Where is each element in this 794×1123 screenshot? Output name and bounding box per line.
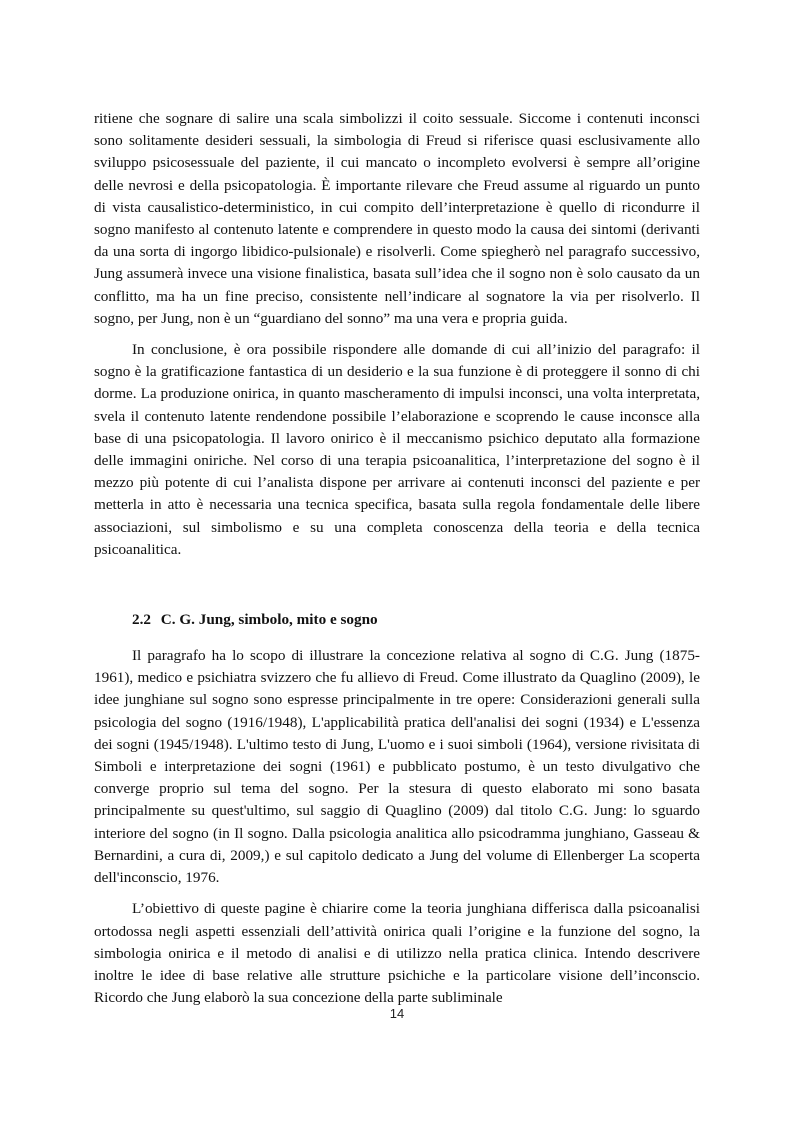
paragraph-freud-symbolism: ritiene che sognare di salire una scala simbolizzi il coito sessuale. Siccome i contenuti inconsci sono solitamente desideri sessuali, la simbologia di Freud si riferisce quasi esclusivamente allo sviluppo psicosessuale del paziente, il cui mancato o incompleto evolversi è sempre all’origine delle nevrosi e della psicopatologia. È importante rilevare che Freud assume al riguardo un punto di vista causalistico-deterministico, in cui compito dell’interpretazione è quello di ricondurre il sogno manifesto al contenuto latente e comprendere in questo modo la causa dei sintomi (derivanti da una sorta di ingorgo libidico-pulsionale) e risolverli. Come spiegherò nel paragrafo successivo, Jung assumerà invece una visione finalistica, basata sull’idea che il sogno non è solo causato da un conflitto, ma ha un fine preciso, consistente nell’indicare al sognatore la via per risolverlo. Il sogno, per Jung, non è un “guardiano del sonno” ma una vera e propria guida. xyxy=(94,110,700,327)
section-heading xyxy=(132,609,700,631)
section-title: C. G. Jung, simbolo, mito e sogno xyxy=(160,611,378,629)
document-page xyxy=(94,108,700,1009)
paragraph-objective: L’obiettivo di queste pagine è chiarire come la teoria junghiana differisca dalla psicoanalisi ortodossa negli aspetti essenziali dell’attività onirica quali l’origine e la funzione del sogno, la simbologia onirica e il metodo di analisi e di utilizzo nella pratica clinica. Intendo descrivere inoltre le idee di base relative alle strutture psichiche e la particolare visione dell’inconscio. Ricordo che Jung elaborò la sua concezione della parte subliminale xyxy=(94,900,700,1007)
page-number: 14 xyxy=(389,1006,405,1021)
paragraph-jung-intro: Il paragrafo ha lo scopo di illustrare la concezione relativa al sogno di C.G. Jung (1875-1961), medico e psichiatra svizzero che fu allievo di Freud. Come illustrato da Quaglino (2009), le idee junghiane sul sogno sono espresse principalmente in tre opere: Considerazioni generali sulla psicologia del sogno (1916/1948), L'applicabilità pratica dell'analisi dei sogni (1934) e L'essenza dei sogni (1945/1948). L'ultimo testo di Jung, L'uomo e i suoi simboli (1964), versione rivisitata di Simboli e interpretazione dei sogni (1961) e pubblicato postumo, è un testo divulgativo che converge proprio sul tema del sogno. Per la stesura di questo elaborato mi sono basata principalmente su quest'ultimo, sul saggio di Quaglino (2009) dal titolo C.G. Jung: lo sguardo interiore del sogno (in Il sogno. Dalla psicologia analitica allo psicodramma junghiano, Gasseau & Bernardini, a cura di, 2009,) e sul capitolo dedicato a Jung del volume di Ellenberger La scoperta dell'inconscio, 1976. xyxy=(94,647,700,887)
section-number: 2.2 xyxy=(132,611,151,629)
paragraph-conclusion: In conclusione, è ora possibile rispondere alle domande di cui all’inizio del paragrafo: il sogno è la gratificazione fantastica di un desiderio e la sua funzione è di proteggere il sonno di chi dorme. La produzione onirica, in quanto mascheramento di impulsi inconsci, una volta interpretata, svela il contenuto latente rendendone possibile l’elaborazione e scoprendo le cause inconsce alla base di una psicopatologia. Il lavoro onirico è il meccanismo psichico deputato alla formazione delle immagini oniriche. Nel corso di una terapia psicoanalitica, l’interpretazione del sogno è il mezzo più potente di cui l’analista dispone per arrivare ai contenuti inconsci del paziente e per metterla in atto è necessaria una tecnica specifica, basata sulla regola fondamentale delle libere associazioni, sul simbolismo e su una completa conoscenza della teoria e della tecnica psicoanalitica. xyxy=(94,341,700,558)
